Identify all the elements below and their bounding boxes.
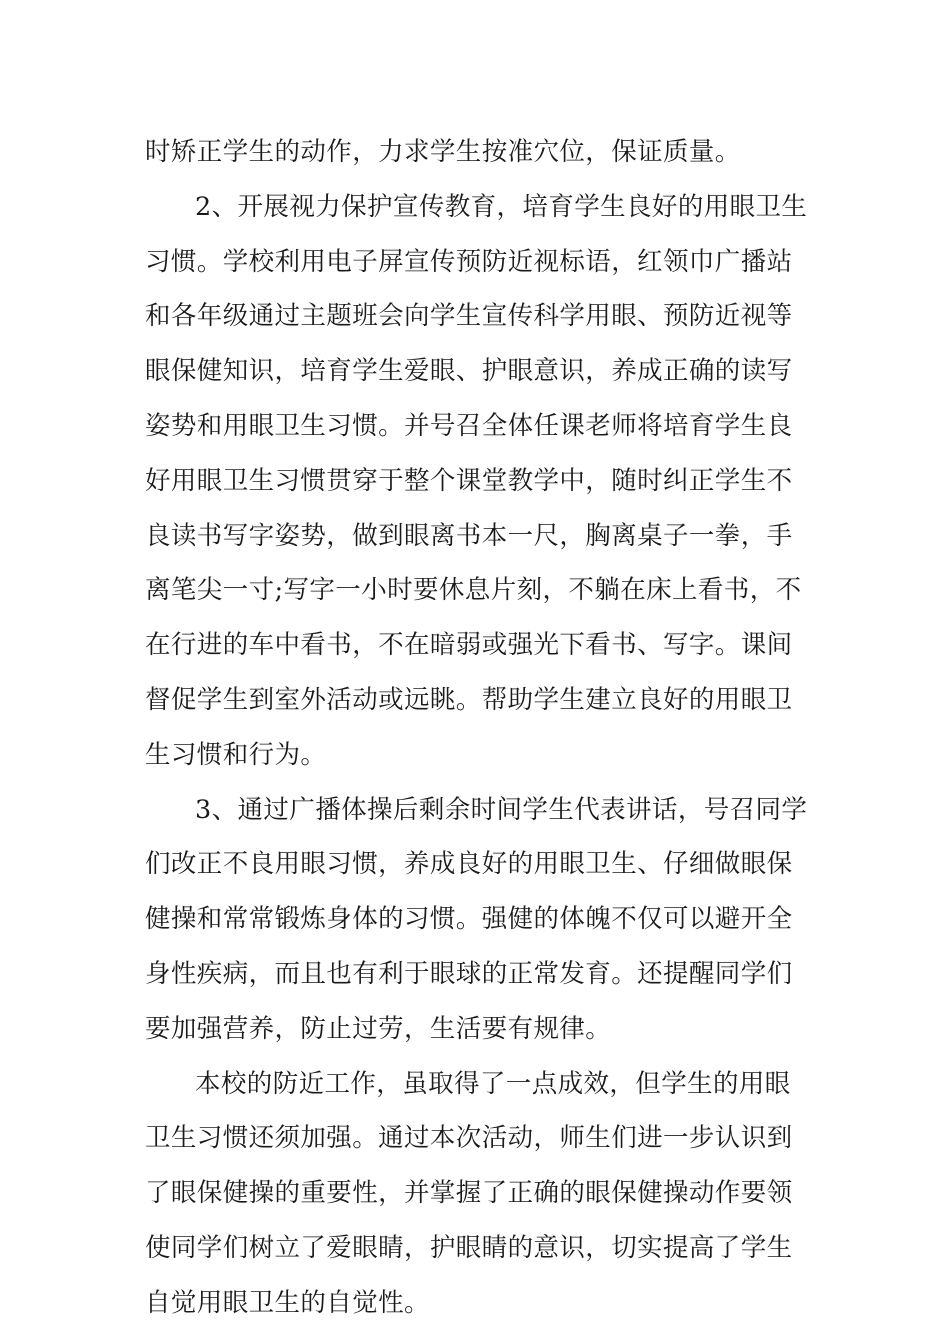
text-line: 时矫正学生的动作，力求学生按准穴位，保证质量。 [145, 137, 741, 167]
text-line: 身性疾病，而且也有利于眼球的正常发育。还提醒同学们 [145, 958, 793, 989]
text-line: 自觉用眼卫生的自觉性。 [145, 1287, 430, 1318]
text-line: 眼保健知识，培育学生爱眼、护眼意识，养成正确的读写 [145, 356, 793, 387]
text-line: 了眼保健操的重要性，并掌握了正确的眼保健操动作要领 [145, 1178, 793, 1209]
paragraph-start-line: 3、通过广播体操后剩余时间学生代表讲话，号召同学 [195, 794, 808, 825]
text-line: 督促学生到室外活动或远眺。帮助学生建立良好的用眼卫 [145, 684, 793, 715]
text-line: 良读书写字姿势，做到眼离书本一尺，胸离桌子一拳，手 [145, 520, 793, 551]
text-line: 好用眼卫生习惯贯穿于整个课堂教学中，随时纠正学生不 [145, 465, 793, 496]
document-body [145, 125, 810, 1331]
text-line: 习惯。学校利用电子屏宣传预防近视标语，红领巾广播站 [145, 246, 793, 277]
text-line: 离笔尖一寸;写字一小时要休息片刻，不躺在床上看书，不 [145, 575, 802, 606]
text-line: 在行进的车中看书，不在暗弱或强光下看书、写字。课间 [145, 630, 793, 661]
text-line: 生习惯和行为。 [145, 739, 327, 770]
text-line: 卫生习惯还须加强。通过本次活动，师生们进一步认识到 [145, 1123, 793, 1154]
text-line: 使同学们树立了爱眼睛，护眼睛的意识，切实提高了学生 [145, 1232, 793, 1263]
paragraph-start-line: 本校的防近工作，虽取得了一点成效，但学生的用眼 [195, 1068, 791, 1099]
text-line: 健操和常常锻炼身体的习惯。强健的体魄不仅可以避开全 [145, 904, 793, 935]
paragraph-start-line: 2、开展视力保护宣传教育，培育学生良好的用眼卫生 [195, 191, 808, 222]
text-line: 和各年级通过主题班会向学生宣传科学用眼、预防近视等 [145, 301, 793, 332]
text-line: 姿势和用眼卫生习惯。并号召全体任课老师将培育学生良 [145, 410, 793, 441]
text-line: 们改正不良用眼习惯，养成良好的用眼卫生、仔细做眼保 [145, 849, 793, 880]
text-line: 要加强营养，防止过劳，生活要有规律。 [145, 1013, 612, 1044]
